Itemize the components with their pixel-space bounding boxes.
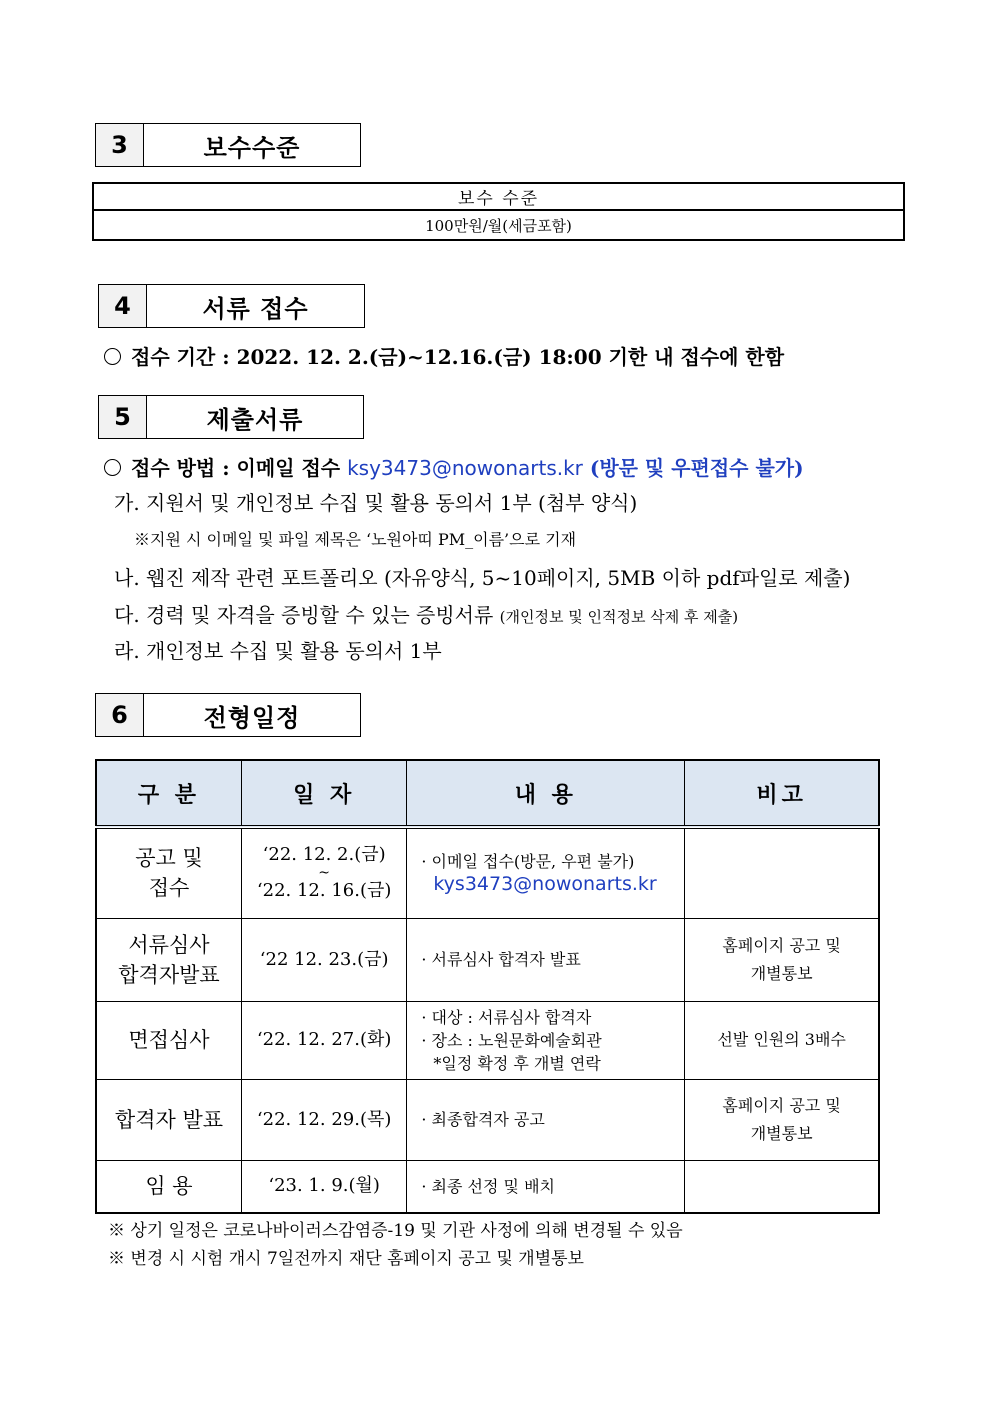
category-cell: 합격자 발표	[96, 1079, 241, 1160]
section-number: 3	[96, 124, 144, 166]
date-cell: ‘23. 1. 9.(월)	[241, 1160, 406, 1213]
circle-bullet-icon	[104, 348, 121, 365]
table-row	[96, 918, 879, 1001]
section-number: 5	[99, 396, 147, 438]
category-cell: 공고 및 접수	[96, 827, 241, 918]
column-header: 내 용	[407, 760, 685, 827]
column-header: 일 자	[241, 760, 406, 827]
doc-item-ra: 라. 개인정보 수집 및 활용 동의서 1부	[114, 639, 442, 663]
note-cell: 홈페이지 공고 및 개별통보	[685, 1079, 879, 1160]
date-cell: ‘22. 12. 2.(금) ~ ‘22. 12. 16.(금)	[241, 827, 406, 918]
table-row	[96, 827, 879, 918]
content-cell: · 대상 : 서류심사 합격자 · 장소 : 노원문화예술회관 *일정 확정 후 개별 연락	[407, 1001, 685, 1079]
pay-value: 100만원/월(세금포함)	[93, 210, 904, 240]
section-6-header	[95, 693, 361, 737]
category-cell: 서류심사 합격자발표	[96, 918, 241, 1001]
note-cell: 선발 인원의 3배수	[685, 1001, 879, 1079]
content-cell: · 이메일 접수(방문, 우편 불가) kys3473@nowonarts.kr	[407, 827, 685, 918]
circle-bullet-icon	[104, 459, 121, 476]
date-cell: ‘22 12. 23.(금)	[241, 918, 406, 1001]
category-cell: 면접심사	[96, 1001, 241, 1079]
pay-table	[92, 182, 905, 241]
table-header-row	[96, 760, 879, 827]
note-cell	[685, 1160, 879, 1213]
schedule-table	[95, 759, 880, 1214]
note-cell: 홈페이지 공고 및 개별통보	[685, 918, 879, 1001]
date-cell: ‘22. 12. 29.(목)	[241, 1079, 406, 1160]
table-row	[96, 1160, 879, 1213]
section-title: 전형일정	[203, 703, 301, 732]
doc-item-na: 나. 웹진 제작 관련 포트폴리오 (자유양식, 5~10페이지, 5MB 이하 pdf파일로 제출)	[114, 566, 851, 590]
receipt-period: 접수 기간 : 2022. 12. 2.(금)~12.16.(금) 18:00 기한 내 접수에 한함	[104, 341, 784, 370]
date-cell: ‘22. 12. 27.(화)	[241, 1001, 406, 1079]
email-link[interactable]: ksy3473@nowonarts.kr	[347, 456, 583, 480]
pay-header: 보수 수준	[93, 183, 904, 210]
section-title: 보수수준	[203, 133, 301, 162]
doc-item-ga: 가. 지원서 및 개인정보 수집 및 활용 동의서 1부 (첨부 양식)	[114, 491, 638, 515]
email-link[interactable]: kys3473@nowonarts.kr	[433, 873, 657, 896]
section-number: 6	[96, 694, 144, 736]
column-header: 구 분	[96, 760, 241, 827]
section-title: 제출서류	[206, 405, 304, 434]
table-row	[96, 1079, 879, 1160]
section-number: 4	[99, 285, 147, 327]
section-5-header	[98, 395, 364, 439]
content-cell: · 최종합격자 공고	[407, 1079, 685, 1160]
doc-item-ga-note: ※지원 시 이메일 및 파일 제목은 ‘노원아띠 PM_이름’으로 기재	[134, 530, 577, 549]
section-title: 서류 접수	[202, 294, 309, 323]
content-cell: · 서류심사 합격자 발표	[407, 918, 685, 1001]
content-cell: · 최종 선정 및 배치	[407, 1160, 685, 1213]
column-header: 비고	[685, 760, 879, 827]
section-3-header	[95, 123, 361, 167]
table-row	[96, 1001, 879, 1079]
submission-method: 접수 방법 : 이메일 접수 ksy3473@nowonarts.kr (방문 및 우편접수 불가)	[104, 452, 804, 481]
category-cell: 임 용	[96, 1160, 241, 1213]
footnote: ※ 상기 일정은 코로나바이러스감염증-19 및 기관 사정에 의해 변경될 수 있음	[108, 1221, 683, 1241]
section-4-header	[98, 284, 365, 328]
doc-item-da: 다. 경력 및 자격을 증빙할 수 있는 증빙서류 (개인정보 및 인적정보 삭제 후 제출)	[114, 603, 739, 627]
footnote: ※ 변경 시 시험 개시 7일전까지 재단 홈페이지 공고 및 개별통보	[108, 1249, 584, 1269]
note-cell	[685, 827, 879, 918]
